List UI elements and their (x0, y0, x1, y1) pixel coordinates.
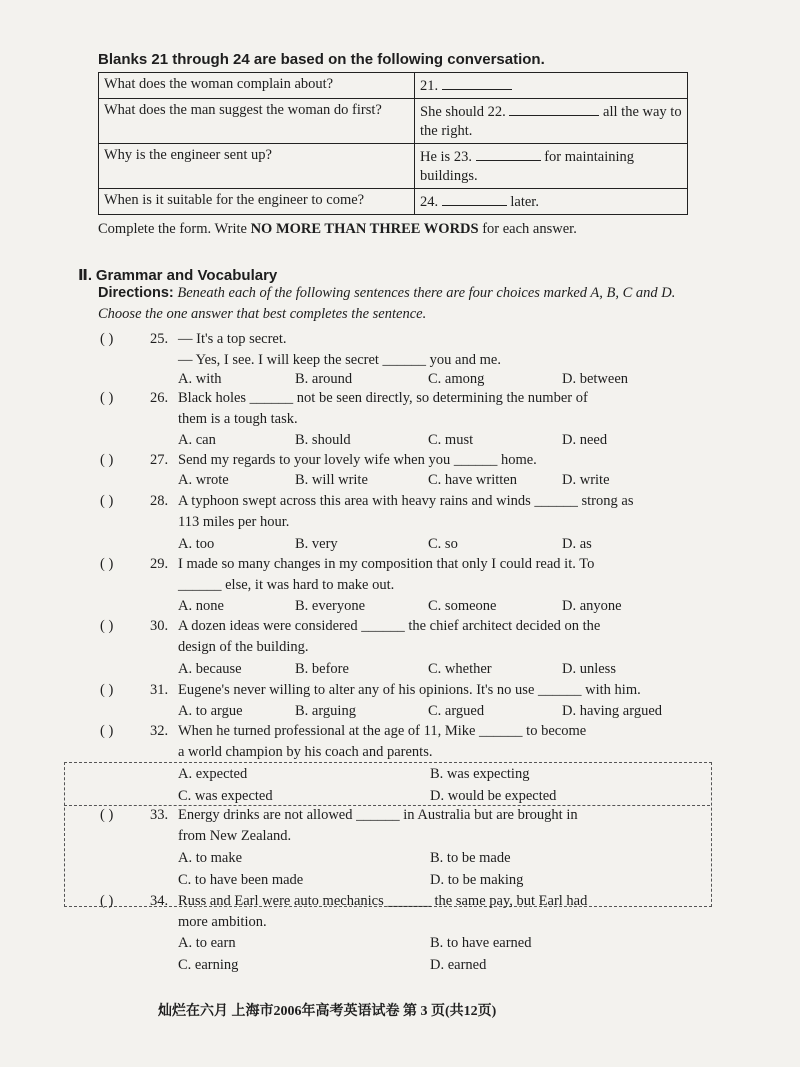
question-text: Energy drinks are not allowed ______ in Australia but are brought in (178, 807, 578, 823)
answer-bracket[interactable]: ( ) (100, 893, 114, 909)
answer-bracket[interactable]: ( ) (100, 618, 114, 634)
answer-option[interactable]: D. need (562, 432, 608, 448)
answer-blank[interactable] (476, 146, 541, 161)
answer-option[interactable]: B. to be made (430, 850, 511, 866)
page-footer: 灿烂在六月 上海市2006年高考英语试卷 第 3 页(共12页) (158, 1004, 497, 1019)
answer-option[interactable]: D. earned (430, 957, 487, 973)
question-text: A dozen ideas were considered ______ the chief architect decided on the (178, 618, 601, 634)
answer-bracket[interactable]: ( ) (100, 682, 114, 698)
conversation-form-table (98, 72, 688, 215)
answer-option[interactable]: B. arguing (295, 703, 356, 719)
question-number: 26. (150, 390, 169, 406)
answer-bracket[interactable]: ( ) (100, 331, 114, 347)
answer-option[interactable]: D. write (562, 472, 610, 488)
answer-option[interactable]: C. among (428, 371, 485, 387)
question-text: Eugene's never willing to alter any of his opinions. It's no use ______ with him. (178, 682, 641, 698)
question-text: them is a tough task. (178, 411, 298, 427)
answer-bracket[interactable]: ( ) (100, 390, 114, 406)
question-number: 31. (150, 682, 169, 698)
answer-option[interactable]: B. will write (295, 472, 368, 488)
answer-option[interactable]: C. to have been made (178, 872, 304, 888)
question-number: 25. (150, 331, 169, 347)
answer-option[interactable]: D. to be making (430, 872, 524, 888)
answer-option[interactable]: B. should (295, 432, 351, 448)
question-number: 29. (150, 556, 169, 572)
answer-option[interactable]: A. to make (178, 850, 243, 866)
directions: Directions: Beneath each of the following sentences there are four choices marked A, B, C and D. Choose the one answer that best completes the sentence. (98, 285, 676, 322)
answer-option[interactable]: B. everyone (295, 598, 366, 614)
answer-bracket[interactable]: ( ) (100, 723, 114, 739)
answer-option[interactable]: D. as (562, 536, 592, 552)
question-text: 113 miles per hour. (178, 514, 290, 530)
answer-option[interactable]: B. very (295, 536, 338, 552)
dashed-cut-box (64, 762, 712, 907)
question-text: — It's a top secret. (178, 331, 287, 347)
question-text: Black holes ______ not be seen directly, so determining the number of (178, 390, 588, 406)
answer-option[interactable]: A. with (178, 371, 222, 387)
answer-blank[interactable] (442, 75, 512, 90)
answer-option[interactable]: B. around (295, 371, 353, 387)
answer-option[interactable]: C. have written (428, 472, 517, 488)
question-number: 27. (150, 452, 169, 468)
answer-blank[interactable] (509, 101, 599, 116)
question-text: more ambition. (178, 914, 267, 930)
answer-option[interactable]: B. before (295, 661, 349, 677)
question-number: 28. (150, 493, 169, 509)
question-text: ______ else, it was hard to make out. (178, 577, 395, 593)
answer-option[interactable]: C. was expected (178, 788, 273, 804)
conversation-header: Blanks 21 through 24 are based on the following conversation. (98, 51, 545, 68)
answer-cell: She should 22. all the way to the right. (415, 99, 688, 144)
question-text: I made so many changes in my composition that only I could read it. To (178, 556, 595, 572)
answer-option[interactable]: C. so (428, 536, 458, 552)
question-text: from New Zealand. (178, 828, 292, 844)
answer-option[interactable]: D. unless (562, 661, 616, 677)
answer-option[interactable]: A. to earn (178, 935, 236, 951)
answer-blank[interactable] (442, 191, 507, 206)
answer-cell: 24. later. (415, 189, 688, 215)
answer-option[interactable]: A. can (178, 432, 216, 448)
answer-option[interactable]: A. too (178, 536, 215, 552)
answer-option[interactable]: D. having argued (562, 703, 662, 719)
complete-form-instruction: Complete the form. Write NO MORE THAN THREE WORDS for each answer. (98, 221, 577, 237)
question-text: Russ and Earl were auto mechanics ______ the same pay, but Earl had (178, 893, 588, 909)
question-text: A typhoon swept across this area with heavy rains and winds ______ strong as (178, 493, 634, 509)
answer-option[interactable]: D. anyone (562, 598, 622, 614)
question-cell: When is it suitable for the engineer to come? (99, 189, 415, 215)
answer-bracket[interactable]: ( ) (100, 807, 114, 823)
answer-bracket[interactable]: ( ) (100, 452, 114, 468)
answer-option[interactable]: C. must (428, 432, 474, 448)
answer-option[interactable]: B. was expecting (430, 766, 530, 782)
question-number: 32. (150, 723, 169, 739)
answer-option[interactable]: A. wrote (178, 472, 229, 488)
question-text: When he turned professional at the age of 11, Mike ______ to become (178, 723, 587, 739)
answer-cell: 21. (415, 73, 688, 99)
question-number: 33. (150, 807, 169, 823)
question-cell: What does the woman complain about? (99, 73, 415, 99)
answer-option[interactable]: A. expected (178, 766, 248, 782)
answer-option[interactable]: C. earning (178, 957, 239, 973)
table-row (99, 99, 688, 144)
question-text: design of the building. (178, 639, 309, 655)
question-text: Send my regards to your lovely wife when you ______ home. (178, 452, 537, 468)
answer-option[interactable]: D. between (562, 371, 629, 387)
table-row (99, 189, 688, 215)
question-cell: What does the man suggest the woman do first? (99, 99, 415, 144)
question-text: a world champion by his coach and parents. (178, 744, 433, 760)
question-number: 34. (150, 893, 169, 909)
answer-option[interactable]: D. would be expected (430, 788, 557, 804)
question-number: 30. (150, 618, 169, 634)
answer-option[interactable]: B. to have earned (430, 935, 532, 951)
answer-bracket[interactable]: ( ) (100, 556, 114, 572)
table-row (99, 73, 688, 99)
dashed-divider (64, 805, 710, 806)
answer-option[interactable]: C. whether (428, 661, 492, 677)
table-row (99, 144, 688, 189)
answer-option[interactable]: C. argued (428, 703, 485, 719)
answer-option[interactable]: A. to argue (178, 703, 243, 719)
answer-bracket[interactable]: ( ) (100, 493, 114, 509)
question-cell: Why is the engineer sent up? (99, 144, 415, 189)
section-heading: Ⅱ. Grammar and Vocabulary (78, 267, 278, 284)
answer-option[interactable]: C. someone (428, 598, 497, 614)
answer-cell: He is 23. for maintaining buildings. (415, 144, 688, 189)
answer-option[interactable]: A. because (178, 661, 242, 677)
question-text: — Yes, I see. I will keep the secret ______ you and me. (178, 352, 501, 368)
answer-option[interactable]: A. none (178, 598, 224, 614)
